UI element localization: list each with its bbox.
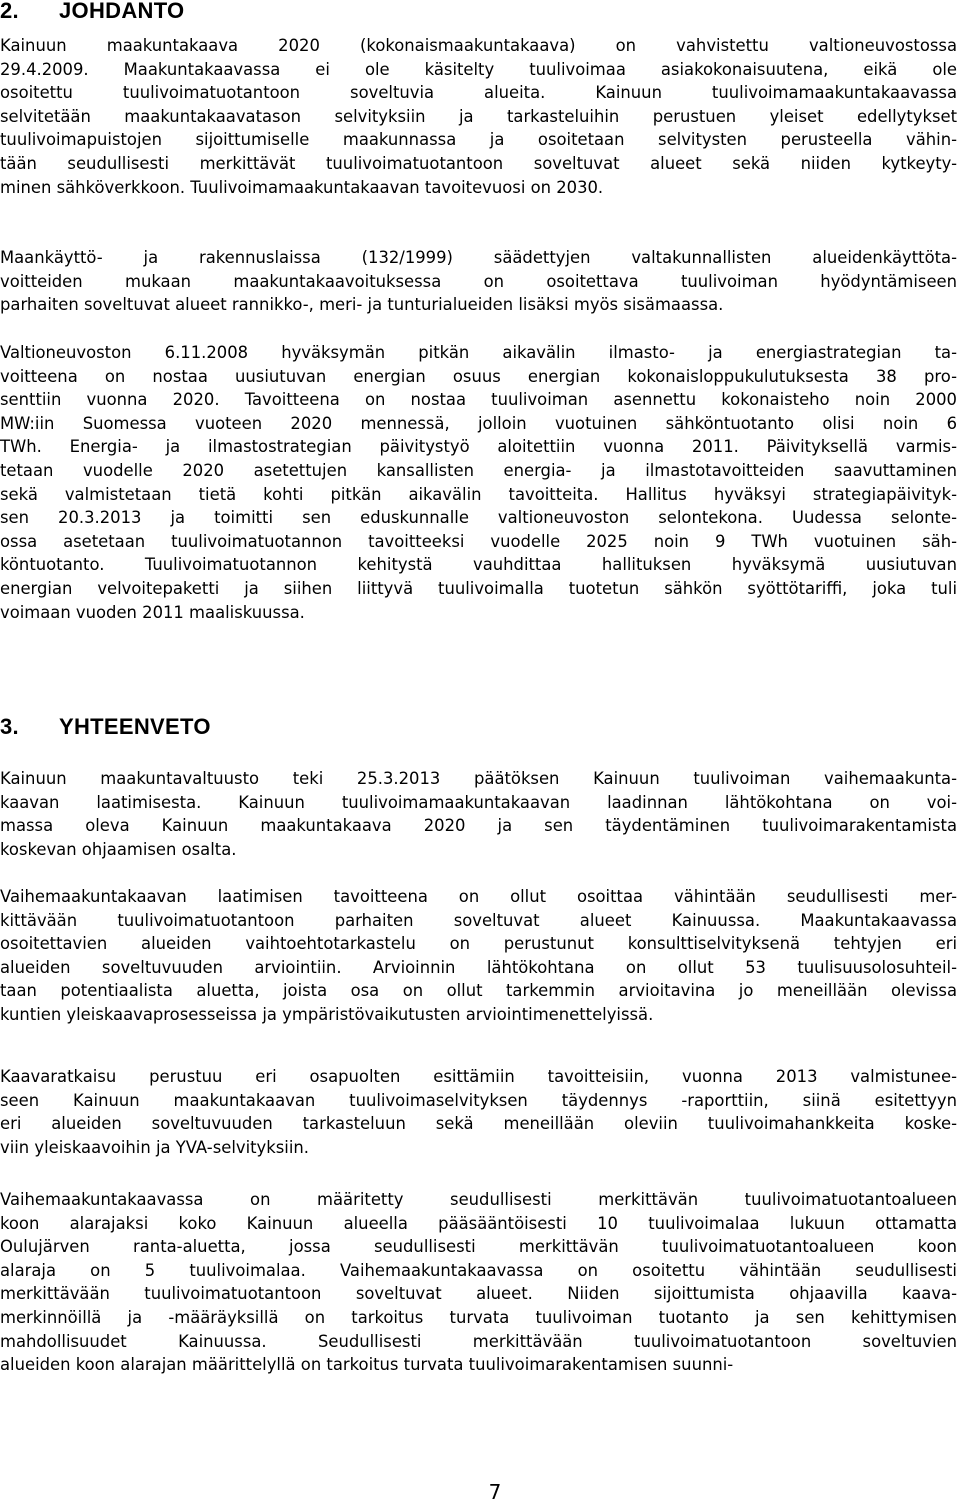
section-3-number: 3.	[0, 714, 19, 739]
section-3-heading	[0, 714, 211, 740]
text-line: sekä valmistetaan tietä kohti pitkän aikavälin tavoitteita. Hallitus hyväksyi strategiapäivityk-	[0, 484, 957, 504]
section-3-title: YHTEENVETO	[59, 714, 211, 739]
text-line: MW:iin Suomessa vuoteen 2020 mennessä, jolloin vuotuinen sähköntuotanto olisi noin 6	[0, 413, 957, 433]
text-line: kittävään tuulivoimatuotantoon parhaiten soveltuvat alueet Kainuussa. Maakuntakaavassa	[0, 910, 957, 930]
text-line: koskevan ohjaamisen osalta.	[0, 839, 237, 859]
text-line: taan potentiaalista aluetta, joista osa on ollut tarkemmin arvioitavina jo meneillään olevissa	[0, 981, 957, 1001]
text-line: kaavan laatimisesta. Kainuun tuulivoimamaakuntakaavan laadinnan lähtökohtana on voi-	[0, 792, 957, 812]
text-line: voitteiden mukaan maakuntakaavoituksessa on osoitettava tuulivoiman hyödyntämiseen	[0, 271, 957, 291]
text-line: sen 20.3.2013 ja toimitti sen eduskunnalle valtioneuvoston selontekona. Uudessa selonte-	[0, 508, 957, 528]
section-3-paragraph-4	[0, 1188, 957, 1377]
text-line: eri alueiden soveltuvuuden tarkasteluun sekä meneillään oleviin tuulivoimahankkeita koske-	[0, 1114, 957, 1134]
text-line: koon alarajaksi koko Kainuun alueella pääsääntöisesti 10 tuulivoimalaa lukuun ottamatta	[0, 1213, 957, 1233]
text-line: selvitetään maakuntakaavatason selvityksiin ja tarkasteluihin perustuen yleiset edellytykset	[0, 106, 957, 126]
text-line: energian velvoitepaketti ja siihen liittyvä tuulivoimalla tuotetun sähkön syöttötariffi, joka tuli	[0, 578, 957, 598]
page-number: 7	[488, 1480, 502, 1504]
text-line: Vaihemaakuntakaavan laatimisen tavoitteena on ollut osoittaa vähintään seudullisesti mer-	[0, 887, 957, 906]
text-line: Oulujärven ranta-aluetta, jossa seudullisesti merkittävän tuulivoimatuotantoalueen koon	[0, 1237, 957, 1257]
text-line: tetaan vuodelle 2020 asetettujen kansallisten energia- ja ilmastotavoitteiden saavuttaminen	[0, 460, 957, 480]
text-line: Maankäyttö- ja rakennuslaissa (132/1999) säädettyjen valtakunnallisten alueidenkäyttöta-	[0, 248, 957, 267]
section-2-heading	[0, 0, 184, 24]
text-line: voimaan vuoden 2011 maaliskuussa.	[0, 602, 305, 622]
text-line: senttiin vuonna 2020. Tavoitteena on nostaa tuulivoiman asennettu kokonaisteho noin 2000	[0, 390, 957, 410]
text-line: alueiden soveltuvuuden arviointiin. Arvioinnin lähtökohtana on ollut 53 tuulisuusolosuhteil-	[0, 957, 957, 977]
text-line: viin yleiskaavoihin ja YVA-selvityksiin.	[0, 1137, 309, 1157]
text-line: Kainuun maakuntakaava 2020 (kokonaismaakuntakaava) on vahvistettu valtioneuvostossa	[0, 36, 957, 55]
section-2-paragraph-2	[0, 246, 957, 317]
text-line: merkittävään tuulivoimatuotantoon soveltuvat alueet. Niiden sijoittumista ohjaavilla kaava-	[0, 1284, 957, 1304]
section-3-paragraph-1	[0, 767, 957, 861]
text-line: parhaiten soveltuvat alueet rannikko-, meri- ja tunturialueiden lisäksi myös sisämaassa.	[0, 295, 724, 315]
section-3-paragraph-3	[0, 1065, 957, 1159]
text-line: Kainuun maakuntavaltuusto teki 25.3.2013 päätöksen Kainuun tuulivoiman vaihemaakunta-	[0, 769, 957, 788]
text-line: massa oleva Kainuun maakuntakaava 2020 ja sen täydentäminen tuulivoimarakentamista	[0, 816, 957, 836]
section-2-paragraph-1	[0, 34, 957, 199]
text-line: ossa asetetaan tuulivoimatuotannon tavoitteeksi vuodelle 2025 noin 9 TWh vuotuinen säh-	[0, 531, 957, 551]
section-3-paragraph-2	[0, 885, 957, 1027]
text-line: TWh. Energia- ja ilmastostrategian päivitystyö aloitettiin vuonna 2011. Päivityksellä varmis-	[0, 437, 957, 457]
text-line: alaraja on 5 tuulivoimalaa. Vaihemaakuntakaavassa on osoitettu vähintään seudullisesti	[0, 1260, 957, 1280]
text-line: kuntien yleiskaavaprosesseissa ja ympäristövaikutusten arviointimenettelyissä.	[0, 1004, 654, 1024]
text-line: Kaavaratkaisu perustuu eri osapuolten esittämiin tavoitteisiin, vuonna 2013 valmistunee-	[0, 1067, 957, 1086]
text-line: köntuotanto. Tuulivoimatuotannon kehitystä vauhdittaa hallituksen hyväksymä uusiutuvan	[0, 555, 957, 575]
section-2-paragraph-3	[0, 341, 957, 624]
text-line: tään seudullisesti merkittävät tuulivoimatuotantoon soveltuvat alueet sekä niiden kytkeyty-	[0, 153, 957, 173]
text-line: minen sähköverkkoon. Tuulivoimamaakuntakaavan tavoitevuosi on 2030.	[0, 177, 604, 197]
text-line: voitteena on nostaa uusiutuvan energian osuus energian kokonaisloppukulutuksesta 38 pro-	[0, 366, 957, 386]
text-line: osoitettavien alueiden vaihtoehtotarkastelu on perustunut konsulttiselvityksenä tehtyjen eri	[0, 934, 957, 954]
text-line: tuulivoimapuistojen sijoittumiselle maakunnassa ja osoitetaan selvitysten perusteella vähin-	[0, 130, 957, 150]
section-2-number: 2.	[0, 0, 19, 23]
text-line: mahdollisuudet Kainuussa. Seudullisesti merkittävään tuulivoimatuotantoon soveltuvien	[0, 1331, 957, 1351]
text-line: osoitettu tuulivoimatuotantoon soveltuvia alueita. Kainuun tuulivoimamaakuntakaavassa	[0, 83, 957, 103]
text-line: Valtioneuvoston 6.11.2008 hyväksymän pitkän aikavälin ilmasto- ja energiastrategian ta-	[0, 343, 957, 362]
text-line: merkinnöillä ja -määräyksillä on tarkoitus turvata tuulivoiman tuotanto ja sen kehittymisen	[0, 1307, 957, 1327]
section-2-title: JOHDANTO	[59, 0, 185, 23]
text-line: 29.4.2009. Maakuntakaavassa ei ole käsitelty tuulivoimaa asiakokonaisuutena, eikä ole	[0, 59, 957, 79]
text-line: Vaihemaakuntakaavassa on määritetty seudullisesti merkittävän tuulivoimatuotantoalueen	[0, 1190, 957, 1209]
text-line: alueiden koon alarajan määrittelyllä on tarkoitus turvata tuulivoimarakentamisen suunni-	[0, 1355, 734, 1375]
text-line: seen Kainuun maakuntakaavan tuulivoimaselvityksen täydennys -raporttiin, siinä esitettyyn	[0, 1090, 957, 1110]
